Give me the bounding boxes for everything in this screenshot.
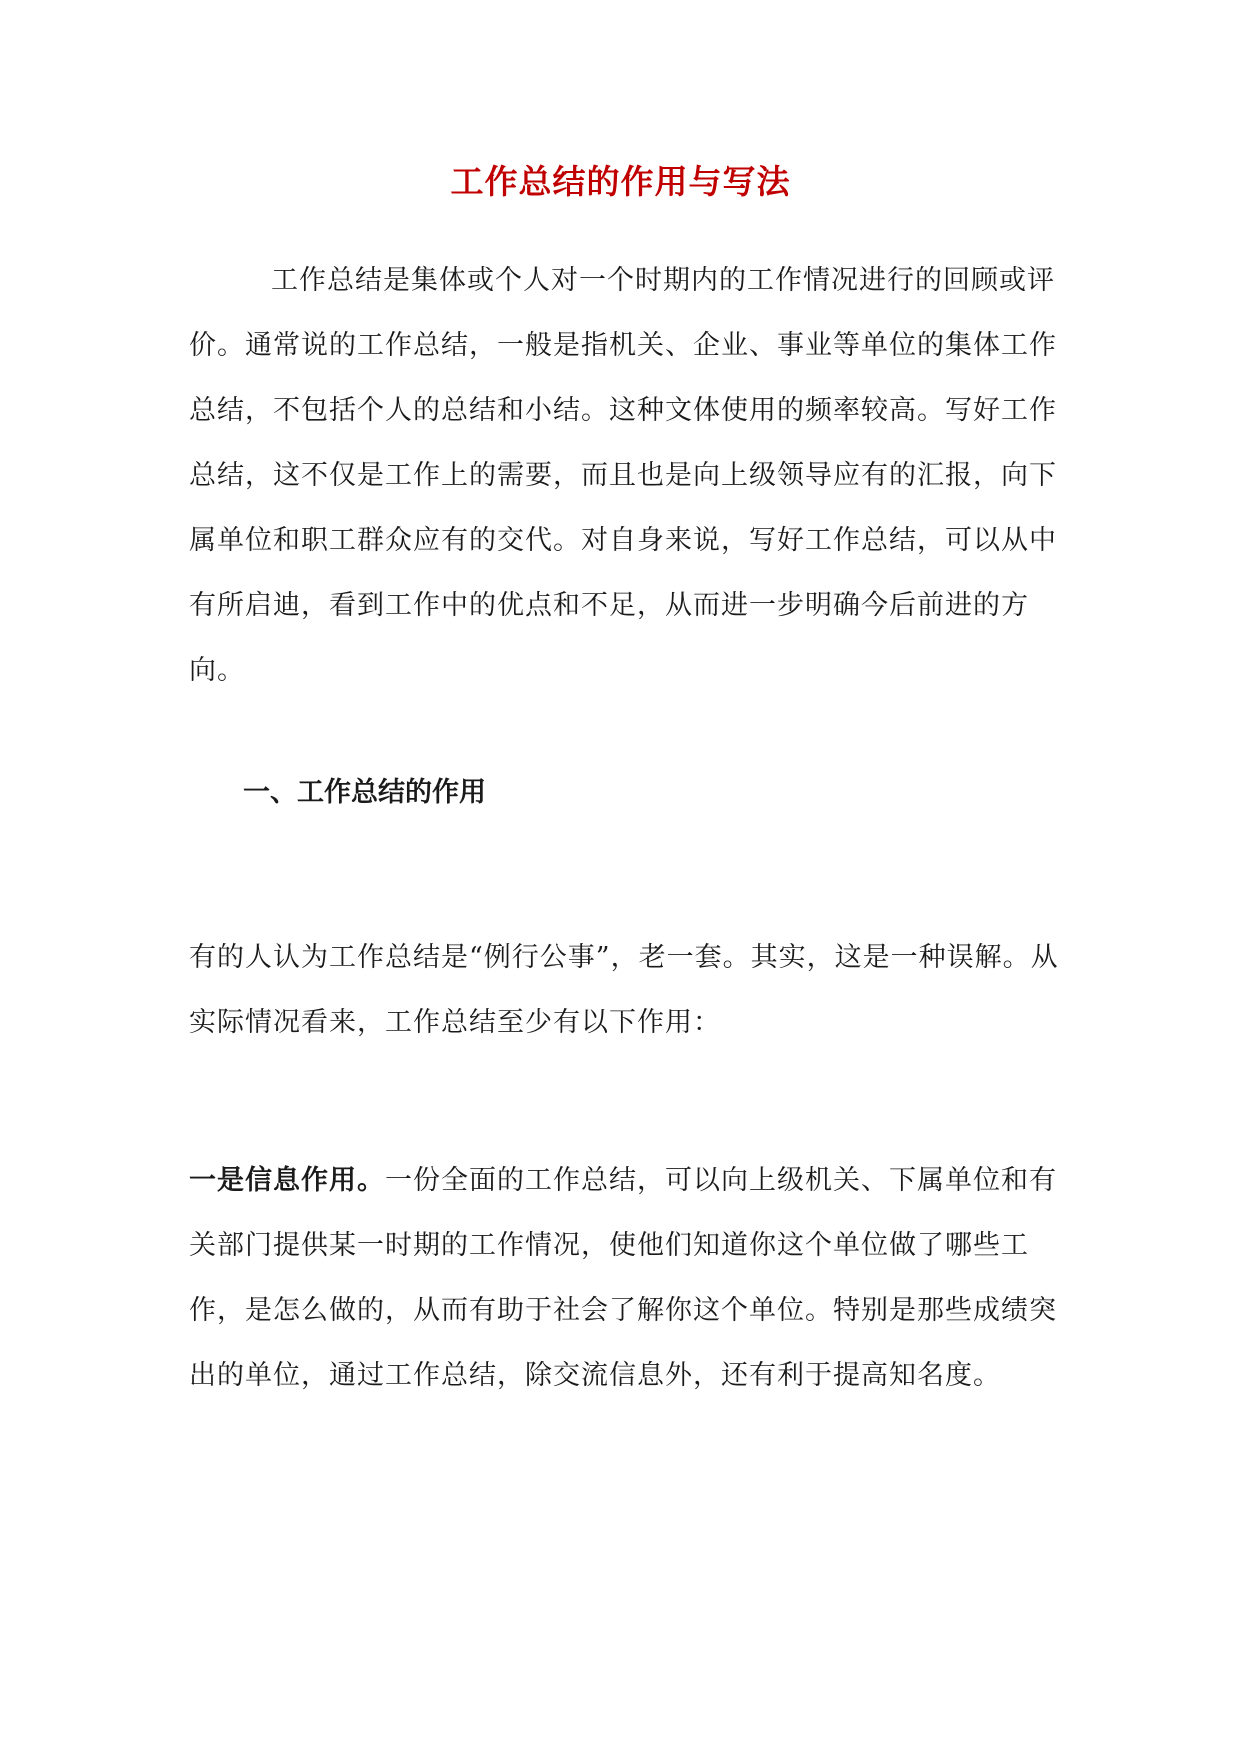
document-title: 工作总结的作用与写法 bbox=[450, 162, 791, 201]
item-lead-bold: 一是信息作用。 bbox=[189, 1165, 385, 1196]
item-body-text: 一份全面的工作总结，可以向上级机关、下属单位和有关部门提供某一时期的工作情况，使他们知道你这个单位做了哪些工作，是怎么做的，从而有助于社会了解你这个单位。特别是那些成绩突出的单位，通过工作总结，除交流信息外，还有利于提高知名度。 bbox=[189, 1165, 1057, 1391]
section-heading-functions: 一、工作总结的作用 bbox=[243, 777, 486, 808]
item-paragraph-information bbox=[189, 1148, 1064, 1408]
intro-paragraph: 工作总结是集体或个人对一个时期内的工作情况进行的回顾或评价。通常说的工作总结，一般是指机关、企业、事业等单位的集体工作总结，不包括个人的总结和小结。这种文体使用的频率较高。写好工作总结，这不仅是工作上的需要，而且也是向上级领导应有的汇报，向下属单位和职工群众应有的交代。对自身来说，写好工作总结，可以从中有所启迪，看到工作中的优点和不足，从而进一步明确今后前进的方向。 bbox=[189, 265, 1057, 686]
section-paragraph: 有的人认为工作总结是“例行公事”，老一套。其实，这是一种误解。从实际情况看来，工作总结至少有以下作用： bbox=[189, 942, 1059, 1038]
